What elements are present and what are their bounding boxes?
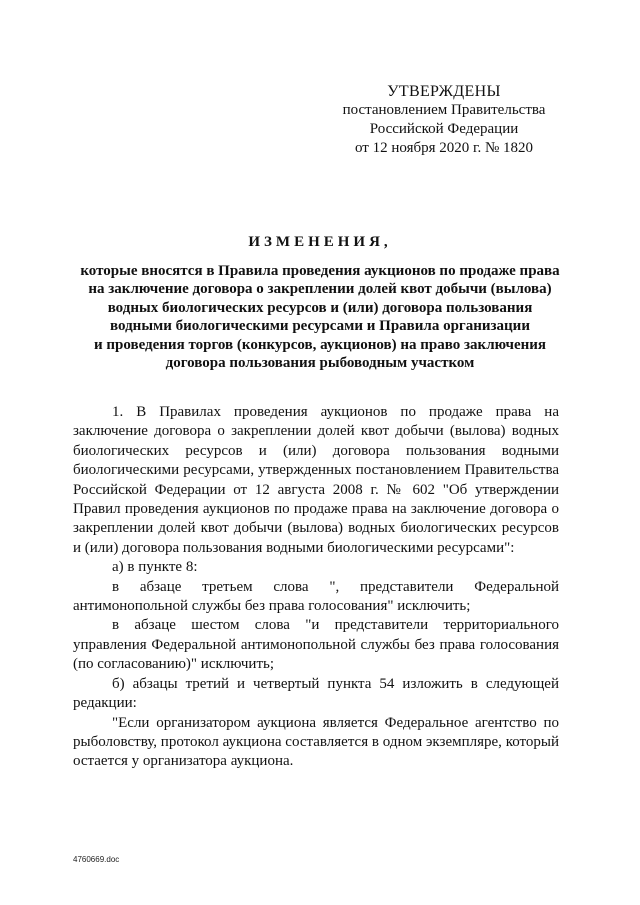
heading-line: водных биологических ресурсов и (или) договора пользования	[107, 299, 533, 316]
heading-line: которые вносятся в Правила проведения аукционов по продаже права	[80, 263, 560, 279]
approval-line-2: Российской Федерации	[369, 121, 519, 137]
heading-line: водными биологическими ресурсами и Правила организации	[110, 318, 530, 335]
paragraph-6: "Если организатором аукциона является Федеральное агентство по рыболовству, протокол аукциона составляется в одном экземпляре, который остается у организатора аукциона.	[73, 714, 559, 770]
document-body	[73, 403, 559, 772]
document-heading	[40, 232, 600, 372]
heading-subtitle	[40, 262, 600, 372]
heading-line: на заключение договора о закреплении долей квот добычи (вылова)	[88, 281, 552, 298]
heading-line: и проведения торгов (конкурсов, аукционов) на право заключения	[93, 336, 547, 353]
paragraph-5: б) абзацы третий и четвертый пункта 54 изложить в следующей редакции:	[73, 675, 559, 712]
paragraph-2: а) в пункте 8:	[112, 559, 198, 576]
paragraph-4: в абзаце шестом слова "и представители территориального управления Федеральной антимонопольной службы без права голосования (по согласованию)" исключить;	[73, 617, 559, 673]
footer-filename: 4760669.doc	[73, 855, 120, 864]
paragraph-3: в абзаце третьем слова ", представители Федеральной антимонопольной службы без права голосования" исключить;	[73, 578, 559, 615]
approval-stamp	[330, 82, 558, 158]
paragraph-1: 1. В Правилах проведения аукционов по продаже права на заключение договора о закреплении долей квот добычи (вылова) водных биологических ресурсов и (или) договора пользования водными биологическими ресурсами, утвержденных постановлением Правительства Российской Федерации от 12 августа 2008 г. № 602 "Об утверждении Правил проведения аукционов по продаже права на заключение договора о закреплении долей квот добычи (вылова) водных биологических ресурсов и (или) договора пользования водными биологическими ресурсами":	[73, 404, 559, 556]
approval-line-1: постановлением Правительства	[342, 102, 546, 118]
approval-title: УТВЕРЖДЕНЫ	[387, 83, 501, 100]
approval-line-3: от 12 ноября 2020 г. № 1820	[354, 140, 534, 156]
heading-line: договора пользования рыбоводным участком	[165, 355, 475, 372]
heading-title: ИЗМЕНЕНИЯ,	[248, 234, 392, 250]
